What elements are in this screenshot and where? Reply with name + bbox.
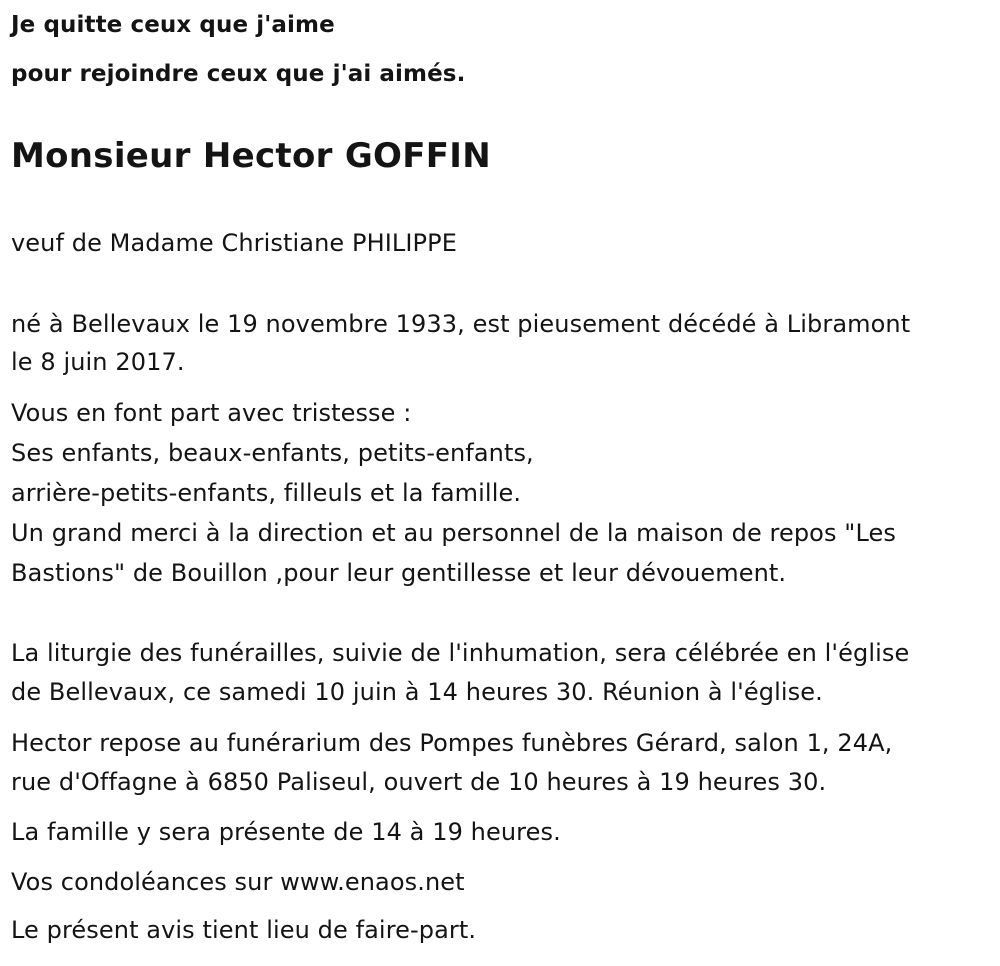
epigraph-line-2: pour rejoindre ceux que j'ai aimés. xyxy=(11,61,466,87)
notice-note-line: Le présent avis tient lieu de faire-part. xyxy=(11,916,477,944)
epigraph-line-1: Je quitte ceux que j'aime xyxy=(11,12,335,38)
birth-death-line-2: le 8 juin 2017. xyxy=(11,348,185,376)
deceased-name: Monsieur Hector GOFFIN xyxy=(11,136,492,176)
funerarium-line-1: Hector repose au funérarium des Pompes funèbres Gérard, salon 1, 24A, xyxy=(11,729,893,757)
announcement-line-3: arrière-petits-enfants, filleuls et la famille. xyxy=(11,479,522,507)
funerarium-line-2: rue d'Offagne à 6850 Paliseul, ouvert de 10 heures à 19 heures 30. xyxy=(11,768,827,796)
condolences-line: Vos condoléances sur www.enaos.net xyxy=(11,868,465,896)
thanks-line-2: Bastions" de Bouillon ,pour leur gentillesse et leur dévouement. xyxy=(11,559,787,587)
spouse-line: veuf de Madame Christiane PHILIPPE xyxy=(11,229,457,257)
funeral-line-1: La liturgie des funérailles, suivie de l'inhumation, sera célébrée en l'église xyxy=(11,639,910,667)
thanks-line-1: Un grand merci à la direction et au personnel de la maison de repos "Les xyxy=(11,519,896,547)
birth-death-line-1: né à Bellevaux le 19 novembre 1933, est pieusement décédé à Libramont xyxy=(11,310,911,338)
announcement-line-1: Vous en font part avec tristesse : xyxy=(11,399,412,427)
family-presence-line: La famille y sera présente de 14 à 19 heures. xyxy=(11,818,561,846)
announcement-line-2: Ses enfants, beaux-enfants, petits-enfants, xyxy=(11,439,534,467)
funeral-line-2: de Bellevaux, ce samedi 10 juin à 14 heures 30. Réunion à l'église. xyxy=(11,678,823,706)
